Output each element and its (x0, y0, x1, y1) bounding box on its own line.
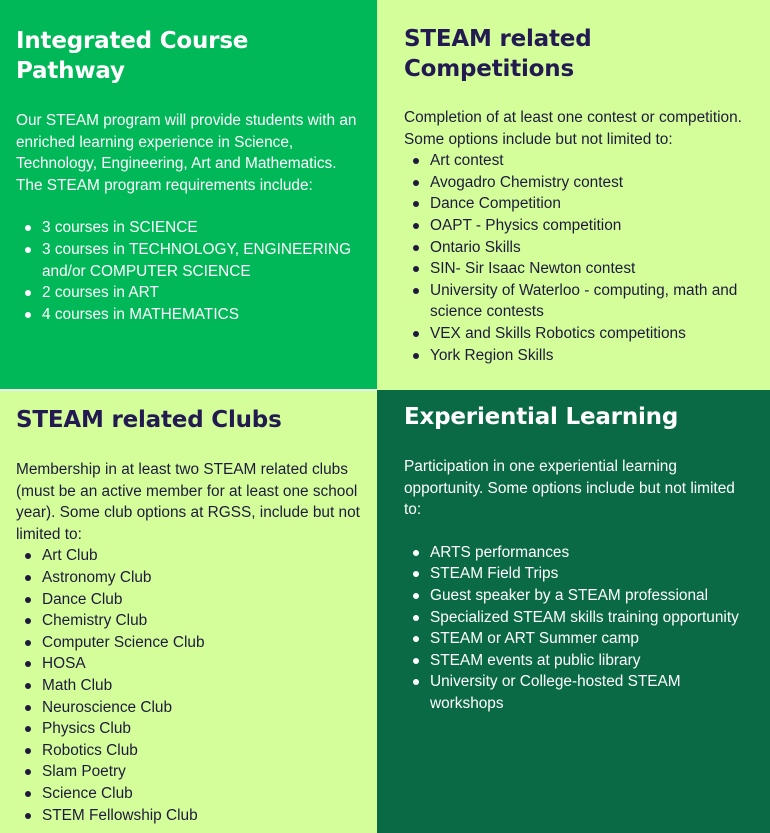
list-item: SIN- Sir Isaac Newton contest (430, 258, 754, 280)
list-item: STEM Fellowship Club (42, 805, 361, 827)
list-item: Dance Competition (430, 193, 754, 215)
list-item: University of Waterloo - computing, math and science contests (430, 280, 754, 323)
list-item: Slam Poetry (42, 761, 361, 783)
list-item: 3 courses in SCIENCE (42, 217, 361, 239)
competitions-list (404, 150, 754, 366)
competitions-intro: Completion of at least one contest or competition. Some options include but not limited to: (404, 109, 742, 148)
list-item: ARTS performances (430, 542, 754, 564)
list-item: 2 courses in ART (42, 282, 361, 304)
course-pathway-panel (0, 0, 377, 390)
experiential-list (404, 542, 754, 715)
competitions-panel (377, 0, 770, 390)
list-item: VEX and Skills Robotics competitions (430, 323, 754, 345)
list-item: Art Club (42, 545, 361, 567)
clubs-intro: Membership in at least two STEAM related clubs (must be an active member for at least one school year). Some club options at RGSS, include but not limited to: (16, 461, 360, 543)
experiential-panel (377, 390, 770, 833)
clubs-list (16, 545, 361, 826)
experiential-intro: Participation in one experiential learning opportunity. Some options include but not limited to: (404, 458, 735, 519)
list-item: STEAM Field Trips (430, 563, 754, 585)
clubs-panel (0, 390, 377, 833)
course-pathway-intro: Our STEAM program will provide students with an enriched learning experience in Science, Technology, Engineering, Art and Mathematics. The STEAM program requirements include: (16, 112, 357, 194)
list-item: STEAM or ART Summer camp (430, 628, 754, 650)
competitions-title: STEAM related Competitions (404, 26, 592, 82)
list-item: STEAM events at public library (430, 650, 754, 672)
list-item: Neuroscience Club (42, 697, 361, 719)
experiential-title: Experiential Learning (404, 404, 679, 430)
list-item: Robotics Club (42, 740, 361, 762)
list-item: York Region Skills (430, 345, 754, 367)
list-item: Computer Science Club (42, 632, 361, 654)
list-item: Guest speaker by a STEAM professional (430, 585, 754, 607)
clubs-title: STEAM related Clubs (16, 407, 282, 433)
list-item: Astronomy Club (42, 567, 361, 589)
list-item: OAPT - Physics competition (430, 215, 754, 237)
list-item: Specialized STEAM skills training opportunity (430, 607, 754, 629)
list-item: 3 courses in TECHNOLOGY, ENGINEERING and/or COMPUTER SCIENCE (42, 239, 361, 282)
list-item: HOSA (42, 653, 361, 675)
list-item: Math Club (42, 675, 361, 697)
list-item: Science Club (42, 783, 361, 805)
course-pathway-title: Integrated Course Pathway (16, 28, 249, 84)
course-pathway-list (16, 217, 361, 325)
list-item: Physics Club (42, 718, 361, 740)
list-item: 4 courses in MATHEMATICS (42, 304, 361, 326)
list-item: Art contest (430, 150, 754, 172)
list-item: Chemistry Club (42, 610, 361, 632)
list-item: Dance Club (42, 589, 361, 611)
list-item: Ontario Skills (430, 237, 754, 259)
list-item: University or College-hosted STEAM workshops (430, 671, 754, 714)
list-item: Avogadro Chemistry contest (430, 172, 754, 194)
